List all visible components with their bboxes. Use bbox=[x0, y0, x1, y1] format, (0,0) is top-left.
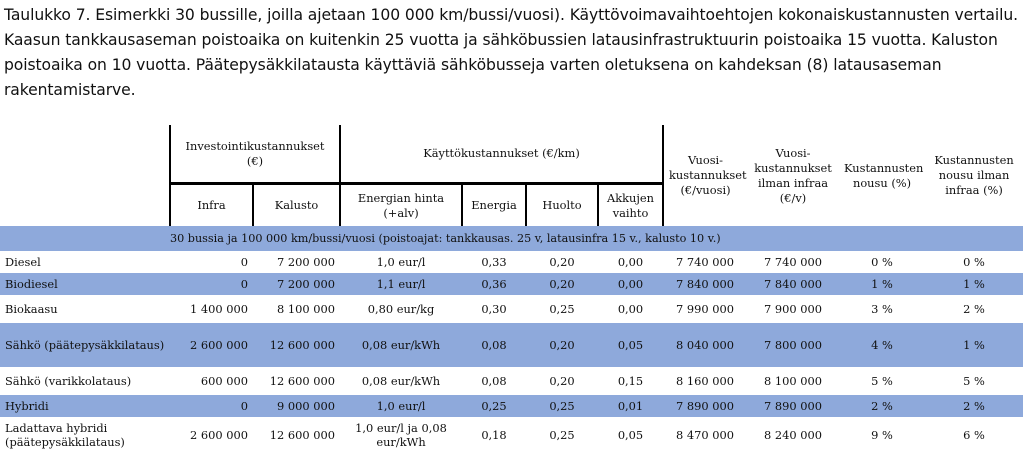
cell-fleet: 7 200 000 bbox=[277, 255, 335, 269]
header-increase-no-infra: Kustannusten nousu ilman infraa (%) bbox=[934, 153, 1014, 197]
cost-comparison-table bbox=[0, 125, 1023, 453]
cell-increase-no-infra: 6 % bbox=[963, 428, 985, 442]
cell-price: 1,0 eur/l bbox=[376, 255, 426, 269]
table-row bbox=[0, 367, 1023, 395]
cell-maintenance: 0,25 bbox=[526, 395, 598, 417]
cell-battery: 0,05 bbox=[598, 323, 663, 367]
cell-increase: 2 % bbox=[839, 395, 925, 417]
cell-price: 0,08 eur/kWh bbox=[340, 323, 462, 367]
cell-increase: 5 % bbox=[871, 374, 893, 388]
header-annual: Vuosi-kustannukset (€/vuosi) bbox=[669, 153, 747, 197]
cell-infra: 0 bbox=[170, 273, 253, 295]
cell-infra: 2 600 000 bbox=[190, 428, 248, 442]
cell-infra: 0 bbox=[240, 255, 248, 269]
cell-increase: 4 % bbox=[839, 323, 925, 367]
cell-energy: 0,18 bbox=[481, 428, 507, 442]
table-row bbox=[0, 295, 1023, 323]
table-row bbox=[0, 417, 1023, 453]
header-annual-no-infra: Vuosi-kustannukset ilman infraa (€/v) bbox=[754, 145, 832, 205]
cell-infra: 0 bbox=[170, 395, 253, 417]
cell-increase: 9 % bbox=[871, 428, 893, 442]
subheader-row bbox=[0, 226, 1023, 251]
cell-annual: 7 740 000 bbox=[676, 255, 734, 269]
cell-energy: 0,30 bbox=[481, 302, 507, 316]
row-name: Sähkö (varikkolataus) bbox=[5, 374, 132, 388]
cell-annual-no-infra: 8 100 000 bbox=[764, 374, 822, 388]
cell-annual: 8 040 000 bbox=[663, 323, 747, 367]
cell-annual-no-infra: 7 740 000 bbox=[764, 255, 822, 269]
cell-energy: 0,33 bbox=[481, 255, 507, 269]
cell-fleet: 7 200 000 bbox=[253, 273, 340, 295]
header-maintenance: Huolto bbox=[526, 184, 598, 227]
cell-infra: 600 000 bbox=[200, 374, 248, 388]
cell-price: 0,80 eur/kg bbox=[367, 302, 435, 316]
cell-energy: 0,08 bbox=[462, 323, 526, 367]
header-investment: Investointikustannukset (€) bbox=[170, 125, 340, 184]
header-energy: Energia bbox=[462, 184, 526, 227]
cell-annual-no-infra: 7 800 000 bbox=[747, 323, 839, 367]
cell-energy: 0,08 bbox=[481, 374, 507, 388]
cell-annual: 7 840 000 bbox=[663, 273, 747, 295]
row-name: Biokaasu bbox=[5, 302, 58, 316]
cell-increase-no-infra: 2 % bbox=[963, 302, 985, 316]
cell-increase-no-infra: 1 % bbox=[925, 323, 1023, 367]
row-name: Sähkö (päätepysäkkilataus) bbox=[0, 323, 170, 367]
table-row bbox=[0, 395, 1023, 417]
header-infra: Infra bbox=[170, 184, 253, 227]
header-fleet: Kalusto bbox=[253, 184, 340, 227]
table-caption: Taulukko 7. Esimerkki 30 bussille, joilla ajetaan 100 000 km/bussi/vuosi). Käyttövoimavaihtoehtojen kokonaiskustannusten vertailu. Kaasun tankkausaseman poistoaika on kuitenkin 25 vuotta ja sähköbussien latausinfrastruktuurin poistoaika 15 vuotta. Kaluston poistoaika on 10 vuotta. Päätepysäkkilatausta käyttäviä sähköbusseja varten oletuksena on kahdeksan (8) latausaseman rakentamistarve. bbox=[4, 6, 1018, 99]
cell-annual-no-infra: 7 900 000 bbox=[764, 302, 822, 316]
cell-increase-no-infra: 5 % bbox=[963, 374, 985, 388]
cell-price: 0,08 eur/kWh bbox=[361, 374, 441, 388]
cell-annual: 8 160 000 bbox=[676, 374, 734, 388]
cell-annual: 8 470 000 bbox=[676, 428, 734, 442]
cell-battery: 0,15 bbox=[617, 374, 644, 388]
cell-battery: 0,01 bbox=[598, 395, 663, 417]
cell-battery: 0,05 bbox=[617, 428, 644, 442]
cell-annual: 7 890 000 bbox=[663, 395, 747, 417]
cell-fleet: 8 100 000 bbox=[277, 302, 335, 316]
table-row bbox=[0, 273, 1023, 295]
cell-energy: 0,36 bbox=[462, 273, 526, 295]
cell-maintenance: 0,25 bbox=[549, 302, 575, 316]
header-operating: Käyttökustannukset (€/km) bbox=[340, 125, 663, 184]
cell-fleet: 12 600 000 bbox=[253, 323, 340, 367]
cell-maintenance: 0,20 bbox=[549, 255, 575, 269]
cell-price: 1,0 eur/l bbox=[340, 395, 462, 417]
cell-infra: 1 400 000 bbox=[190, 302, 248, 316]
cell-fleet: 9 000 000 bbox=[253, 395, 340, 417]
cell-increase: 0 % bbox=[871, 255, 893, 269]
cell-infra: 2 600 000 bbox=[170, 323, 253, 367]
row-name: Diesel bbox=[5, 255, 41, 269]
row-name: Hybridi bbox=[0, 395, 170, 417]
cell-maintenance: 0,20 bbox=[526, 323, 598, 367]
cell-fleet: 12 600 000 bbox=[269, 374, 335, 388]
header-row-top bbox=[0, 125, 1023, 184]
header-empty bbox=[0, 125, 170, 226]
cell-battery: 0,00 bbox=[617, 302, 644, 316]
cell-annual: 7 990 000 bbox=[676, 302, 734, 316]
cell-energy: 0,25 bbox=[462, 395, 526, 417]
row-name: Biodiesel bbox=[0, 273, 170, 295]
table-row bbox=[0, 251, 1023, 273]
cell-increase: 1 % bbox=[839, 273, 925, 295]
cell-increase-no-infra: 0 % bbox=[963, 255, 985, 269]
cell-price: 1,1 eur/l bbox=[340, 273, 462, 295]
cell-battery: 0,00 bbox=[617, 255, 644, 269]
row-name: Ladattava hybridi (päätepysäkkilataus) bbox=[5, 421, 125, 449]
cell-battery: 0,00 bbox=[598, 273, 663, 295]
cell-annual-no-infra: 7 840 000 bbox=[747, 273, 839, 295]
cell-annual-no-infra: 8 240 000 bbox=[764, 428, 822, 442]
cell-maintenance: 0,25 bbox=[549, 428, 575, 442]
cell-increase-no-infra: 1 % bbox=[925, 273, 1023, 295]
table-row bbox=[0, 323, 1023, 367]
cell-fleet: 12 600 000 bbox=[269, 428, 335, 442]
header-increase: Kustannusten nousu (%) bbox=[844, 160, 924, 190]
header-battery-swap: Akkujen vaihto bbox=[598, 184, 663, 227]
cell-maintenance: 0,20 bbox=[526, 273, 598, 295]
subheader-text: 30 bussia ja 100 000 km/bussi/vuosi (poistoajat: tankkausas. 25 v, latausinfra 15 v., kalusto 10 v.) bbox=[0, 226, 1023, 251]
header-energy-price: Energian hinta (+alv) bbox=[340, 184, 462, 227]
cell-increase-no-infra: 2 % bbox=[925, 395, 1023, 417]
cell-price: 1,0 eur/l ja 0,08 eur/kWh bbox=[355, 421, 447, 449]
cell-annual-no-infra: 7 890 000 bbox=[747, 395, 839, 417]
cell-increase: 3 % bbox=[871, 302, 893, 316]
cell-maintenance: 0,20 bbox=[549, 374, 575, 388]
